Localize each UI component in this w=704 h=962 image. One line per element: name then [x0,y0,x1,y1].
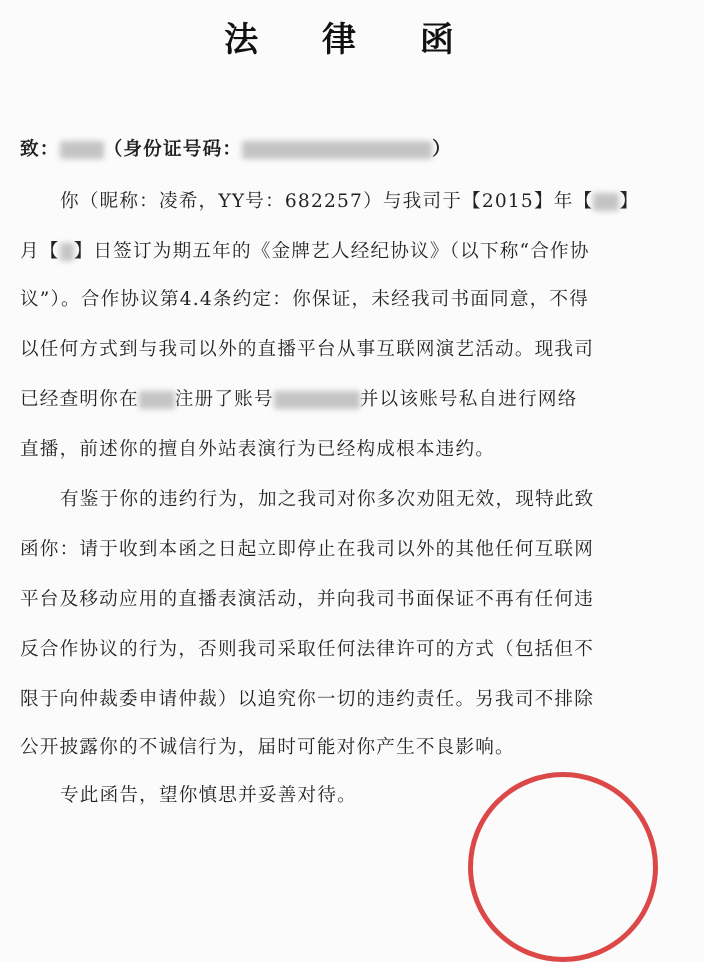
redacted-day [60,243,74,261]
paragraph-1-line-1: 你（昵称：凌希，YY号：682257）与我司于【2015】年【 】 [60,191,640,212]
id-close: ） [432,139,452,160]
text-run: 日签订为期五年的《金牌艺人经纪协议》（以下称“合作协 [93,241,590,262]
redacted-month [593,193,619,211]
text-run: 月 [20,241,40,262]
redacted-id-number [242,141,432,159]
paragraph-1-line-2: 月【 】日签订为期五年的《金牌艺人经纪协议》（以下称“合作协 [20,241,590,262]
paragraph-2-line-5: 限于向仲裁委申请仲裁）以追究你一切的违约责任。另我司不排除 [20,689,595,710]
letter-title: 法 律 函 [224,20,480,60]
text-run: 并以该账号私自进行网络 [359,389,578,410]
redacted-account [274,391,360,409]
text-run: 注册了账号 [174,389,274,410]
addressee-prefix: 致： [20,139,60,160]
paragraph-1-line-5 [20,380,690,420]
paragraph-2-line-2: 函你：请于收到本函之日起立即停止在我司以外的其他任何互联网 [20,539,595,560]
text-run: 已经查明你在 [20,389,139,410]
paragraph-2-line-1: 有鉴于你的违约行为，加之我司对你多次劝阻无效，现特此致 [60,489,595,510]
paragraph-1-line-3: 议”）。合作协议第4.4条约定：你保证，未经我司书面同意，不得 [20,289,590,310]
closing-line: 专此函告，望你慎思并妥善对待。 [60,785,357,806]
paragraph-2-line-3: 平台及移动应用的直播表演活动，并向我司书面保证不再有任何违 [20,589,595,610]
redacted-name [60,141,104,159]
text-run: 你（昵称：凌希，YY号：682257）与我司于【2015】年【 [60,191,594,212]
redacted-platform [139,391,175,409]
addressee-line [20,130,690,170]
company-seal [468,772,658,962]
paragraph-2-line-4: 反合作协议的行为，否则我司采取任何法律许可的方式（包括但不 [20,639,595,660]
paragraph-2-line-6: 公开披露你的不诚信行为，届时可能对你产生不良影响。 [20,737,515,758]
paragraph-1-line-4: 以任何方式到与我司以外的直播平台从事互联网演艺活动。现我司 [20,339,595,360]
id-label: （身份证号码： [103,139,243,160]
paragraph-1-line-6: 直播，前述你的擅自外站表演行为已经构成根本违约。 [20,439,496,460]
